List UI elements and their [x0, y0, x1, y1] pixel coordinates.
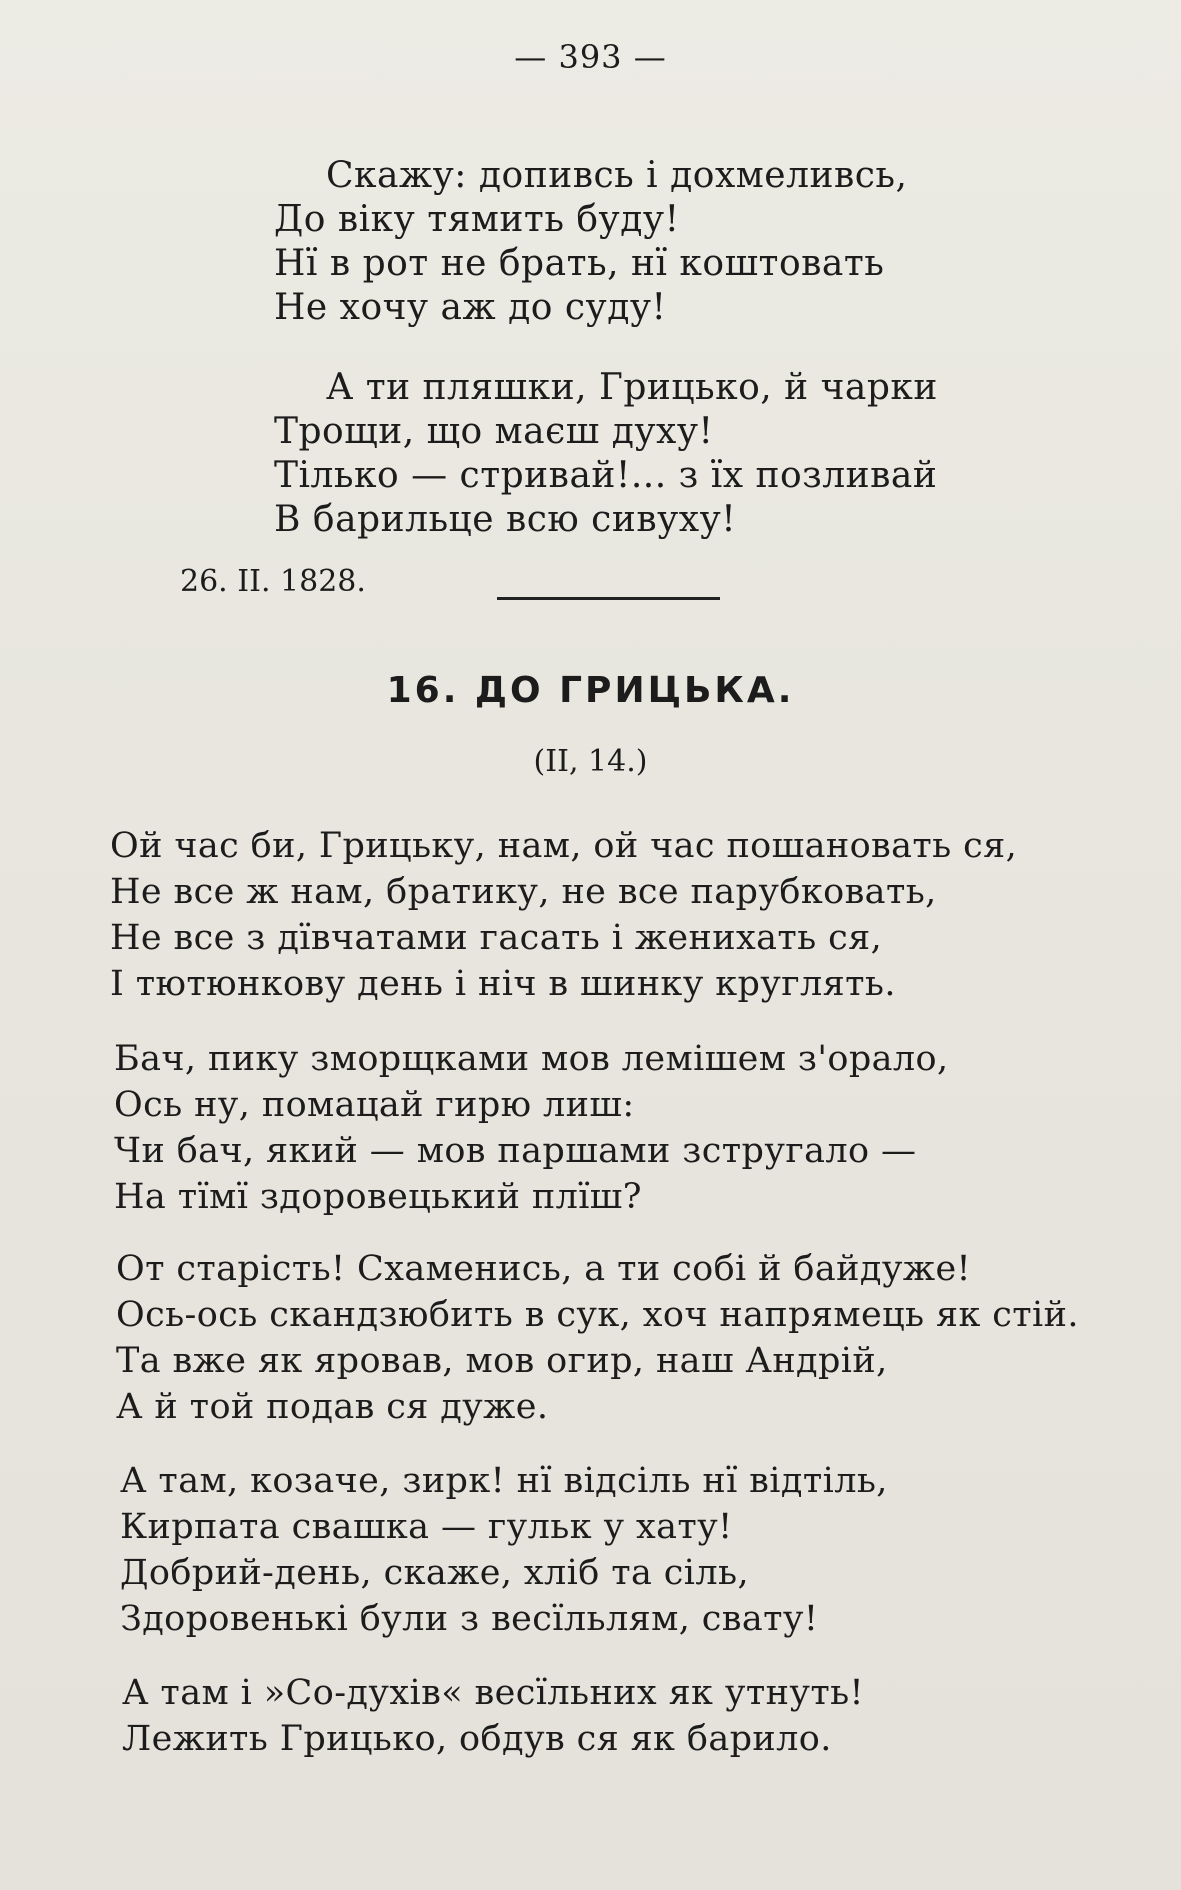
verse-line: А там, козаче, зирк! нї відсіль нї відтіль,: [120, 1461, 888, 1501]
verse-line: А ти пляшки, Грицько, й чарки: [326, 367, 938, 408]
verse-line: Здоровенькі були з весїльлям, свату!: [120, 1599, 819, 1639]
verse-line: А й той подав ся дуже.: [116, 1387, 549, 1427]
verse-line: Трощи, що маєш духу!: [274, 411, 714, 452]
verse-line: Нї в рот не брать, нї коштовать: [274, 243, 885, 284]
poem-source-reference: (II, 14.): [533, 744, 648, 779]
poem-stanza: [114, 1036, 949, 1220]
poem-title: 16. ДО ГРИЦЬКА.: [386, 670, 795, 711]
section-divider: [497, 597, 720, 600]
verse-line: Лежить Грицько, обдув ся як барило.: [122, 1719, 832, 1759]
poem-stanza: [120, 1458, 888, 1642]
poem-stanza: [110, 823, 1017, 1007]
verse-line: До віку тямить буду!: [274, 199, 680, 240]
verse-line: От старість! Схаменись, а ти собі й байдуже!: [116, 1249, 972, 1289]
verse-line: Чи бач, який — мов паршами зстругало —: [114, 1131, 917, 1171]
previous-poem-stanza: [274, 366, 938, 542]
verse-line: Ось ну, помацай гирю лиш:: [114, 1085, 635, 1125]
previous-poem-stanza: [274, 154, 907, 330]
verse-line: Ой час би, Грицьку, нам, ой час пошановать ся,: [110, 826, 1018, 866]
verse-line: Та вже як яровав, мов огир, наш Андрій,: [116, 1341, 888, 1381]
page-number: — 393 —: [514, 38, 667, 76]
verse-line: Не хочу аж до суду!: [274, 287, 667, 328]
poem-stanza: [122, 1670, 864, 1762]
verse-line: Тілько — стривай!... з їх позливай: [274, 455, 938, 496]
verse-line: Кирпата свашка — гульк у хату!: [120, 1507, 733, 1547]
verse-line: Не все ж нам, братику, не все парубковать,: [110, 872, 937, 912]
verse-line: А там і »Со-духів« весїльних як утнуть!: [122, 1673, 865, 1713]
verse-line: Скажу: допивсь і дохмеливсь,: [326, 155, 908, 196]
verse-line: Бач, пику зморщками мов лемішем з'орало,: [114, 1039, 949, 1079]
verse-line: В барильце всю сивуху!: [274, 499, 737, 540]
verse-line: І тютюнкову день і ніч в шинку круглять.: [110, 964, 896, 1004]
verse-line: На тїмї здоровецький плїш?: [114, 1177, 642, 1217]
verse-line: Ось-ось скандзюбить в сук, хоч напрямець як стій.: [116, 1295, 1079, 1335]
poem-date: 26. II. 1828.: [180, 564, 366, 599]
poem-stanza: [116, 1246, 1079, 1430]
verse-line: Добрий-день, скаже, хліб та сіль,: [120, 1553, 750, 1593]
verse-line: Не все з дївчатами гасать і женихать ся,: [110, 918, 883, 958]
